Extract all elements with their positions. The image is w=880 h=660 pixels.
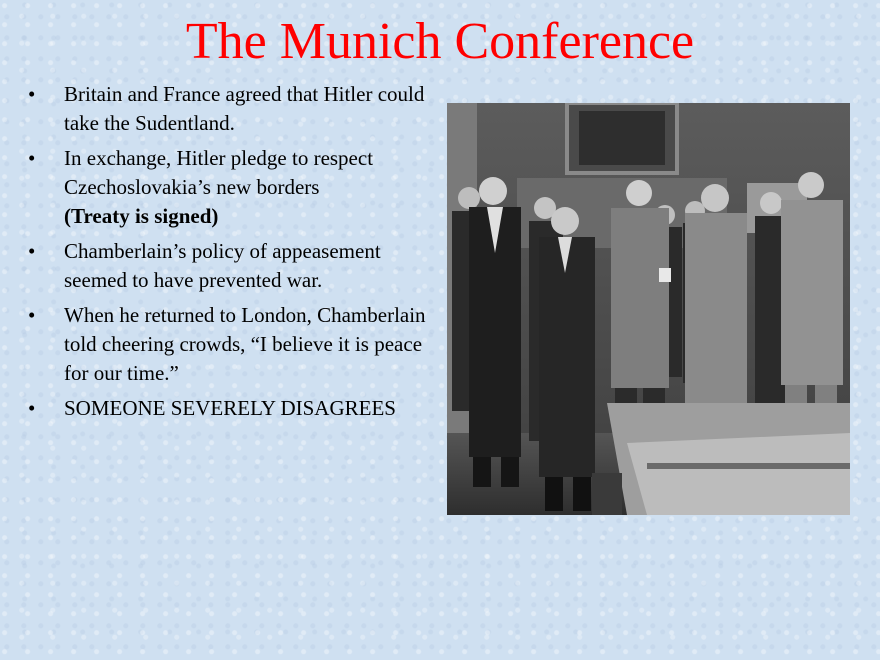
bullet-item [28, 144, 438, 231]
bullet-text: When he returned to London, Chamberlain told cheering crowds, “I believe it is peace for our time.” [64, 303, 426, 385]
bullet-item [28, 237, 438, 295]
bullet-marker: • [28, 239, 36, 263]
bullet-marker: • [28, 82, 36, 106]
bullet-text: SOMEONE SEVERELY DISAGREES [64, 396, 396, 420]
historical-photo [447, 103, 850, 515]
bullet-text: In exchange, Hitler pledge to respect Czechoslovakia’s new borders [64, 146, 374, 199]
bullet-item [28, 80, 438, 138]
bullet-item [28, 394, 438, 423]
bullet-text: Britain and France agreed that Hitler could take the Sudentland. [64, 82, 425, 135]
bullet-item [28, 301, 438, 388]
bullet-list [28, 80, 438, 429]
bullet-marker: • [28, 396, 36, 420]
slide-title: The Munich Conference [185, 13, 695, 70]
bullet-text: Chamberlain’s policy of appeasement seemed to have prevented war. [64, 239, 381, 292]
photo-illustration [447, 103, 850, 515]
bullet-marker: • [28, 303, 36, 327]
bullet-marker: • [28, 146, 36, 170]
bullet-bold-text: (Treaty is signed) [64, 204, 219, 228]
